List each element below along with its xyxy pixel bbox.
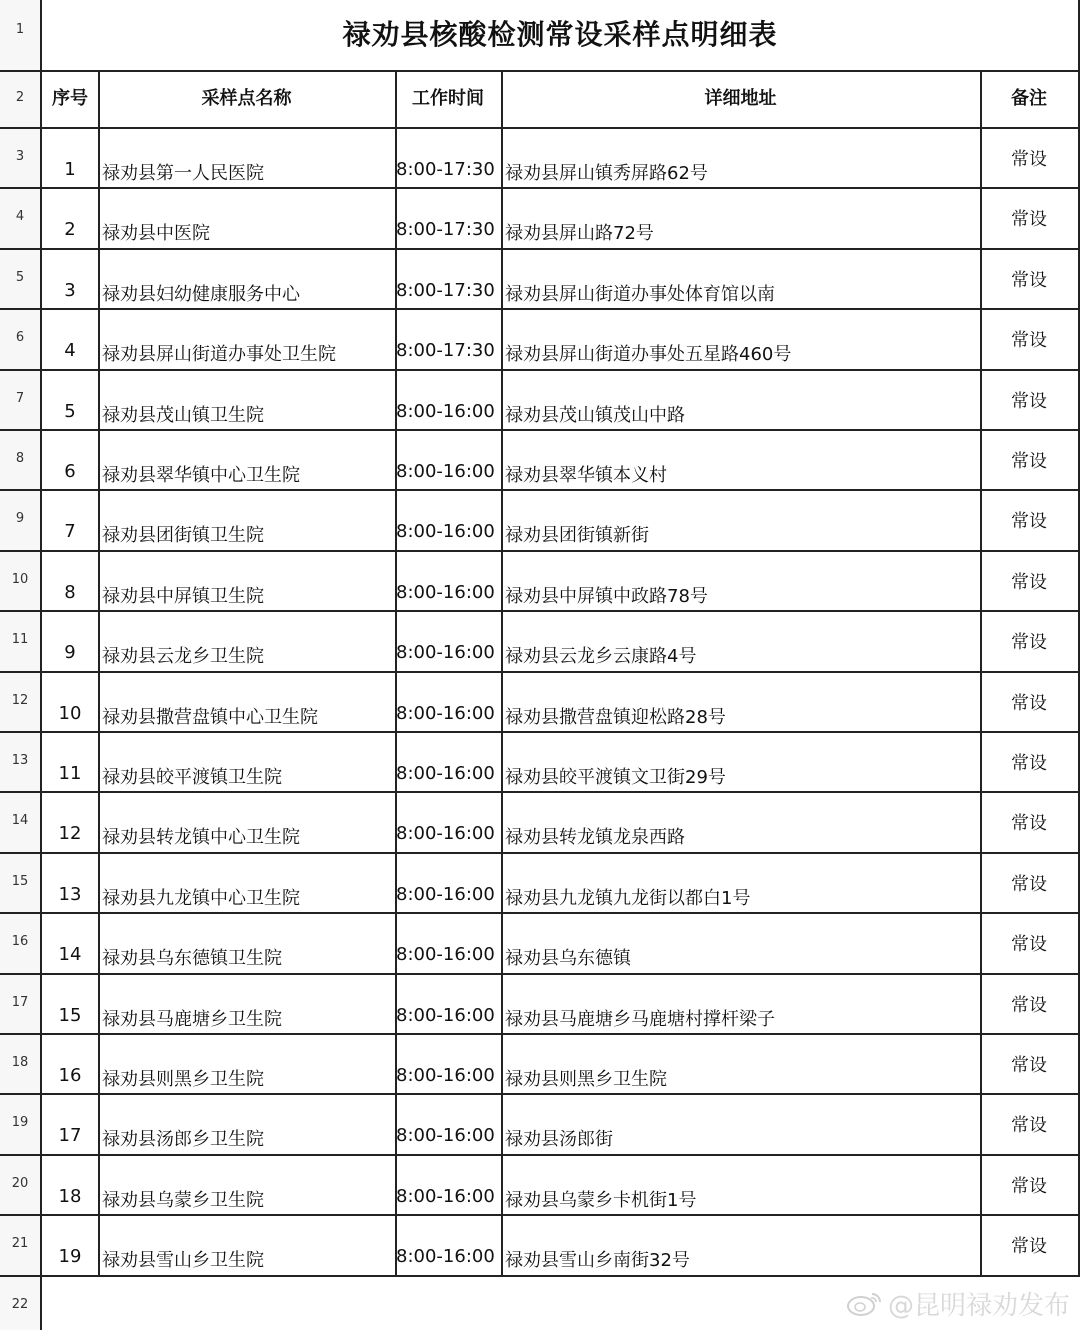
table-cell-note: 常设 xyxy=(1011,1236,1047,1258)
table-cell-seq: 3 xyxy=(64,279,76,301)
table-cell-seq: 13 xyxy=(58,883,82,905)
table-cell-seq: 12 xyxy=(58,823,82,845)
table-cell-seq: 17 xyxy=(58,1125,82,1147)
table-cell-time: 8:00-16:00 xyxy=(396,944,495,966)
row-number: 11 xyxy=(11,632,29,648)
grid-line xyxy=(0,671,1080,673)
grid-line xyxy=(0,731,1080,733)
column-header-note: 备注 xyxy=(1011,88,1047,109)
table-cell-address: 禄劝县转龙镇龙泉西路 xyxy=(505,827,685,849)
table-cell-name: 禄劝县茂山镇卫生院 xyxy=(102,404,264,426)
table-cell-address: 禄劝县则黑乡卫生院 xyxy=(505,1069,667,1090)
table-cell-time: 8:00-16:00 xyxy=(396,763,495,784)
table-cell-name: 禄劝县乌东德镇卫生院 xyxy=(102,948,282,970)
table-cell-seq: 5 xyxy=(64,400,76,422)
table-cell-name: 禄劝县屏山街道办事处卫生院 xyxy=(102,344,336,366)
grid-line xyxy=(98,70,100,1275)
table-cell-address: 禄劝县马鹿塘乡马鹿塘村撑杆梁子 xyxy=(505,1008,775,1030)
table-cell-note: 常设 xyxy=(1011,813,1047,835)
row-number: 12 xyxy=(11,692,29,708)
table-cell-time: 8:00-16:00 xyxy=(396,1125,495,1147)
table-cell-address: 禄劝县汤郎街 xyxy=(505,1129,613,1151)
grid-line xyxy=(0,1275,1080,1277)
column-header-address: 详细地址 xyxy=(704,88,777,109)
watermark-text: @昆明禄劝发布 xyxy=(887,1291,1070,1321)
weibo-logo-icon xyxy=(846,1291,882,1317)
column-header-seq: 序号 xyxy=(52,88,88,109)
table-cell-seq: 15 xyxy=(58,1004,82,1026)
sheet-title: 禄劝县核酸检测常设采样点明细表 xyxy=(342,18,778,51)
table-cell-note: 常设 xyxy=(1011,934,1047,956)
row-number: 4 xyxy=(15,209,25,225)
grid-line xyxy=(0,912,1080,914)
grid-line xyxy=(0,1214,1080,1216)
table-cell-name: 禄劝县转龙镇中心卫生院 xyxy=(102,827,300,849)
table-cell-address: 禄劝县九龙镇九龙街以都白1号 xyxy=(505,887,751,909)
table-cell-name: 禄劝县中医院 xyxy=(102,223,210,245)
grid-line xyxy=(0,127,1080,129)
table-cell-name: 禄劝县团街镇卫生院 xyxy=(102,525,264,547)
row-number-column xyxy=(0,0,40,1330)
table-cell-seq: 7 xyxy=(64,521,76,543)
table-cell-note: 常设 xyxy=(1011,1175,1047,1197)
row-number: 16 xyxy=(11,934,29,950)
table-cell-address: 禄劝县乌东德镇 xyxy=(505,948,631,970)
row-number: 1 xyxy=(15,22,25,37)
row-number: 13 xyxy=(11,753,29,768)
table-cell-address: 禄劝县雪山乡南街32号 xyxy=(505,1250,690,1272)
row-number: 7 xyxy=(15,390,25,406)
table-cell-time: 8:00-16:00 xyxy=(396,642,495,664)
table-cell-address: 禄劝县乌蒙乡卡机街1号 xyxy=(505,1189,697,1211)
column-header-name: 采样点名称 xyxy=(201,88,292,109)
table-cell-name: 禄劝县第一人民医院 xyxy=(102,163,264,184)
row-number: 18 xyxy=(11,1055,29,1070)
row-number: 22 xyxy=(11,1296,29,1312)
watermark xyxy=(846,1285,1070,1322)
row-number: 5 xyxy=(15,269,25,285)
row-number: 8 xyxy=(15,451,25,466)
table-cell-name: 禄劝县中屏镇卫生院 xyxy=(102,585,264,607)
table-cell-note: 常设 xyxy=(1011,994,1047,1016)
table-cell-name: 禄劝县雪山乡卫生院 xyxy=(102,1250,264,1272)
row-number: 2 xyxy=(15,90,25,105)
grid-line xyxy=(0,489,1080,491)
table-cell-note: 常设 xyxy=(1011,269,1047,291)
row-number: 9 xyxy=(15,511,25,527)
table-cell-time: 8:00-16:00 xyxy=(396,400,495,422)
table-cell-seq: 1 xyxy=(64,159,76,180)
grid-line xyxy=(0,429,1080,431)
grid-line xyxy=(395,70,397,1275)
table-cell-note: 常设 xyxy=(1011,692,1047,714)
grid-line xyxy=(0,308,1080,310)
table-cell-name: 禄劝县撒营盘镇中心卫生院 xyxy=(102,706,318,728)
table-cell-name: 禄劝县皎平渡镇卫生院 xyxy=(102,767,282,788)
table-cell-address: 禄劝县屏山街道办事处五星路460号 xyxy=(505,344,792,366)
grid-line xyxy=(0,852,1080,854)
table-cell-seq: 2 xyxy=(64,219,76,241)
grid-line xyxy=(0,248,1080,250)
table-cell-name: 禄劝县汤郎乡卫生院 xyxy=(102,1129,264,1151)
table-cell-note: 常设 xyxy=(1011,873,1047,895)
table-cell-seq: 9 xyxy=(64,642,76,664)
table-cell-time: 8:00-16:00 xyxy=(396,521,495,543)
grid-line xyxy=(0,1033,1080,1035)
table-cell-note: 常设 xyxy=(1011,511,1047,533)
table-cell-time: 8:00-16:00 xyxy=(396,1185,495,1207)
table-cell-address: 禄劝县茂山镇茂山中路 xyxy=(505,404,685,426)
row-number: 3 xyxy=(15,149,25,164)
table-cell-time: 8:00-16:00 xyxy=(396,1065,495,1086)
table-cell-address: 禄劝县团街镇新街 xyxy=(505,525,649,547)
table-cell-address: 禄劝县云龙乡云康路4号 xyxy=(505,646,697,668)
table-cell-address: 禄劝县翠华镇本义村 xyxy=(505,465,667,486)
grid-line xyxy=(0,791,1080,793)
grid-line xyxy=(0,610,1080,612)
table-cell-seq: 18 xyxy=(58,1185,82,1207)
grid-line xyxy=(501,70,503,1275)
table-cell-note: 常设 xyxy=(1011,390,1047,412)
table-cell-time: 8:00-16:00 xyxy=(396,581,495,603)
row-number: 10 xyxy=(11,571,29,587)
row-number: 17 xyxy=(11,994,29,1010)
table-cell-name: 禄劝县妇幼健康服务中心 xyxy=(102,283,300,305)
grid-line xyxy=(0,369,1080,371)
grid-line xyxy=(0,1154,1080,1156)
table-cell-time: 8:00-16:00 xyxy=(396,883,495,905)
table-cell-note: 常设 xyxy=(1011,1055,1047,1076)
table-cell-time: 8:00-17:30 xyxy=(396,340,495,362)
table-cell-seq: 19 xyxy=(58,1246,82,1268)
row-number: 6 xyxy=(15,330,25,346)
table-cell-note: 常设 xyxy=(1011,330,1047,352)
table-cell-note: 常设 xyxy=(1011,149,1047,170)
table-cell-name: 禄劝县翠华镇中心卫生院 xyxy=(102,465,300,486)
table-cell-time: 8:00-17:30 xyxy=(396,159,495,180)
grid-line xyxy=(0,1093,1080,1095)
grid-line xyxy=(0,187,1080,189)
table-cell-note: 常设 xyxy=(1011,451,1047,472)
table-cell-name: 禄劝县则黑乡卫生院 xyxy=(102,1069,264,1090)
table-cell-address: 禄劝县屏山镇秀屏路62号 xyxy=(505,163,708,184)
table-cell-time: 8:00-17:30 xyxy=(396,279,495,301)
table-cell-address: 禄劝县皎平渡镇文卫街29号 xyxy=(505,767,726,788)
table-cell-seq: 11 xyxy=(58,763,82,784)
table-cell-seq: 14 xyxy=(58,944,82,966)
table-cell-seq: 8 xyxy=(64,581,76,603)
row-number: 19 xyxy=(11,1115,29,1131)
table-cell-note: 常设 xyxy=(1011,209,1047,231)
row-number: 15 xyxy=(11,873,29,889)
column-header-time: 工作时间 xyxy=(412,88,484,109)
table-cell-name: 禄劝县九龙镇中心卫生院 xyxy=(102,887,300,909)
table-cell-time: 8:00-16:00 xyxy=(396,1004,495,1026)
table-cell-address: 禄劝县屏山街道办事处体育馆以南 xyxy=(505,283,775,305)
row-number: 14 xyxy=(11,813,29,829)
table-cell-note: 常设 xyxy=(1011,632,1047,654)
table-cell-time: 8:00-16:00 xyxy=(396,823,495,845)
table-cell-seq: 10 xyxy=(58,702,82,724)
table-cell-address: 禄劝县屏山路72号 xyxy=(505,223,654,245)
table-cell-seq: 6 xyxy=(64,461,76,482)
table-cell-seq: 4 xyxy=(64,340,76,362)
table-cell-time: 8:00-17:30 xyxy=(396,219,495,241)
table-cell-note: 常设 xyxy=(1011,753,1047,774)
row-number: 20 xyxy=(11,1175,29,1191)
table-cell-time: 8:00-16:00 xyxy=(396,702,495,724)
grid-line xyxy=(0,550,1080,552)
table-cell-note: 常设 xyxy=(1011,571,1047,593)
table-cell-name: 禄劝县云龙乡卫生院 xyxy=(102,646,264,668)
grid-line xyxy=(0,973,1080,975)
table-cell-seq: 16 xyxy=(58,1065,82,1086)
table-cell-note: 常设 xyxy=(1011,1115,1047,1137)
grid-line xyxy=(980,70,982,1275)
table-cell-name: 禄劝县马鹿塘乡卫生院 xyxy=(102,1008,282,1030)
table-cell-time: 8:00-16:00 xyxy=(396,461,495,482)
table-cell-name: 禄劝县乌蒙乡卫生院 xyxy=(102,1189,264,1211)
row-number: 21 xyxy=(11,1236,29,1252)
table-cell-address: 禄劝县中屏镇中政路78号 xyxy=(505,585,708,607)
table-cell-address: 禄劝县撒营盘镇迎松路28号 xyxy=(505,706,726,728)
table-cell-time: 8:00-16:00 xyxy=(396,1246,495,1268)
